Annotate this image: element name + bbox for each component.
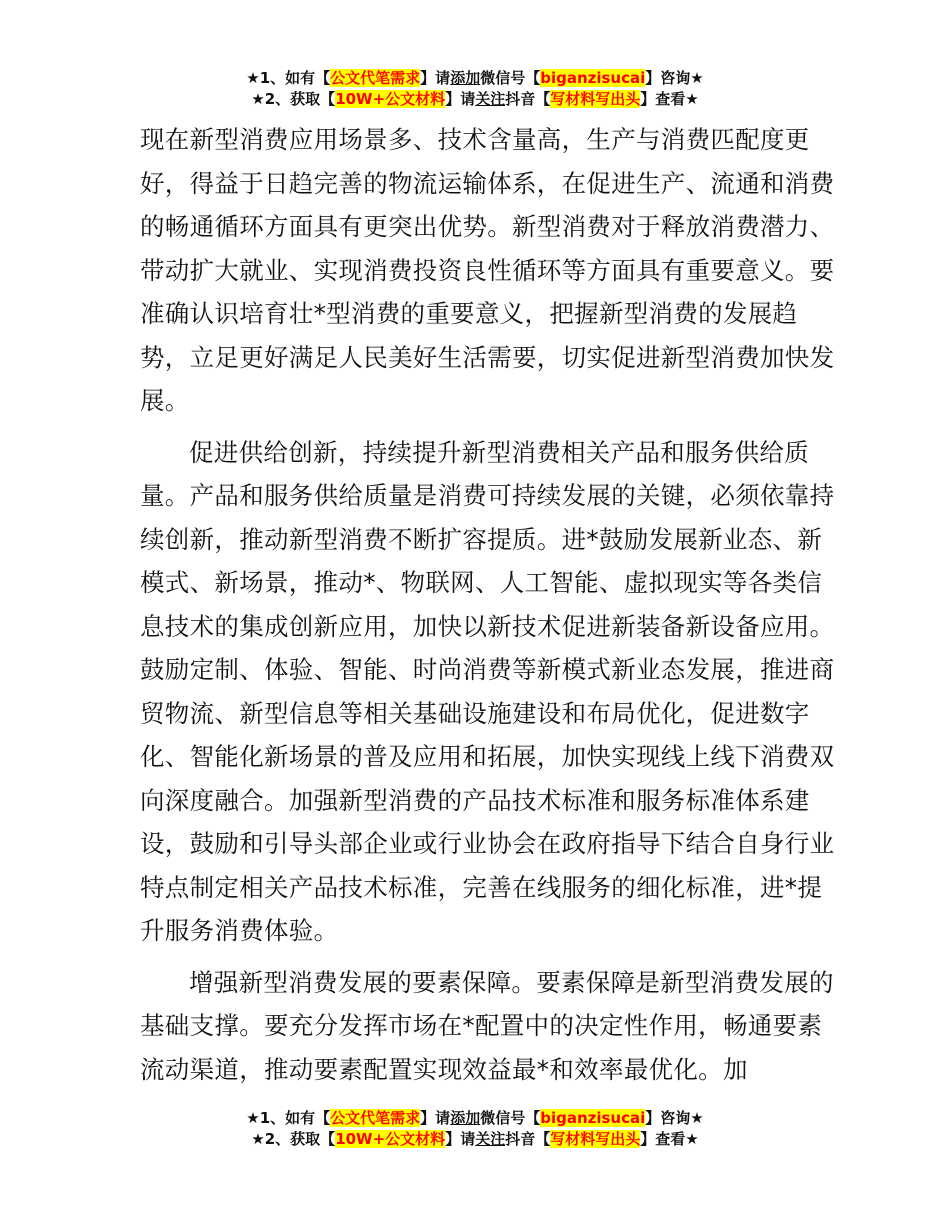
banner-line-1: ★1、如有【公文代笔需求】请添加微信号【biganzisucai】咨询★ bbox=[246, 1109, 704, 1127]
footer-banner bbox=[0, 1108, 950, 1150]
header-banner bbox=[0, 68, 950, 110]
paragraph: 现在新型消费应用场景多、技术含量高，生产与消费匹配度更好，得益于日趋完善的物流运输体系，在促进生产、流通和消费的畅通循环方面具有更突出优势。新型消费对于释放消费潜力、带动扩大就业、实现消费投资良性循环等方面具有重要意义。要准确认识培育壮*型消费的重要意义，把握新型消费的发展趋势，立足更好满足人民美好生活需要，切实促进新型消费加快发展。 bbox=[140, 125, 835, 415]
banner-line-2: ★2、获取【10W+公文材料】请关注抖音【写材料写出头】查看★ bbox=[251, 90, 699, 108]
banner-line-1: ★1、如有【公文代笔需求】请添加微信号【biganzisucai】咨询★ bbox=[246, 69, 704, 87]
highlight-douyin-id: 写材料写出头 bbox=[550, 1130, 641, 1148]
paragraph: 增强新型消费发展的要素保障。要素保障是新型消费发展的基础支撑。要充分发挥市场在*配置中的决定性作用，畅通要素流动渠道，推动要素配置实现效益最*和效率最优化。加 bbox=[140, 967, 834, 1084]
highlight-ghostwriting: 公文代笔需求 bbox=[330, 69, 421, 87]
highlight-douyin-id: 写材料写出头 bbox=[550, 90, 641, 108]
banner-line-2: ★2、获取【10W+公文材料】请关注抖音【写材料写出头】查看★ bbox=[251, 1130, 699, 1148]
highlight-wechat-id: biganzisucai bbox=[540, 1109, 646, 1127]
highlight-wechat-id: biganzisucai bbox=[540, 69, 646, 87]
highlight-ghostwriting: 公文代笔需求 bbox=[330, 1109, 421, 1127]
document-body bbox=[140, 118, 840, 1091]
highlight-materials: 10W+公文材料 bbox=[335, 90, 446, 108]
paragraph: 促进供给创新，持续提升新型消费相关产品和服务供给质量。产品和服务供给质量是消费可持续发展的关键，必须依靠持续创新，推动新型消费不断扩容提质。进*鼓励发展新业态、新模式、新场景，推动*、物联网、人工智能、虚拟现实等各类信息技术的集成创新应用，加快以新技术促进新装备新设备应用。鼓励定制、体验、智能、时尚消费等新模式新业态发展，推进商贸物流、新型信息等相关基础设施建设和布局优化，促进数字化、智能化新场景的普及应用和拓展，加快实现线上线下消费双向深度融合。加强新型消费的产品技术标准和服务标准体系建设，鼓励和引导头部企业或行业协会在政府指导下结合自身行业特点制定相关产品技术标准，完善在线服务的细化标准，进*提升服务消费体验。 bbox=[140, 437, 835, 945]
highlight-materials: 10W+公文材料 bbox=[335, 1130, 446, 1148]
